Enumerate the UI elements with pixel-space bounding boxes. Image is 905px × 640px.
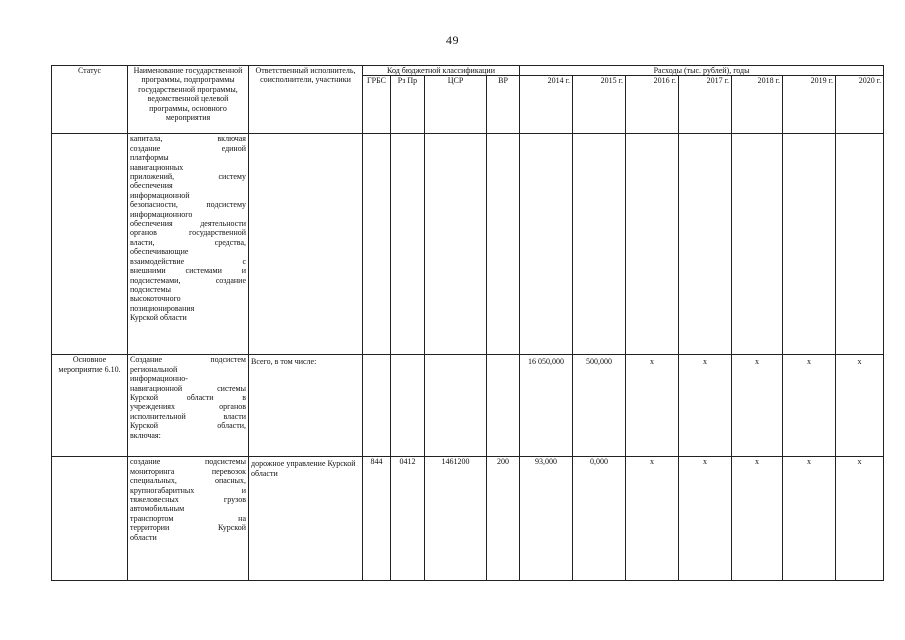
row-value-2018 — [732, 134, 783, 355]
row-value-2016 — [626, 134, 679, 355]
page-number: 49 — [446, 33, 459, 47]
row-value-2020: x — [836, 457, 884, 581]
header-name: Наименование государственной программы, подпрограммы государственной программы, ведомственной целевой программы, основного мероприятия — [128, 66, 249, 134]
row-name: Создание подсистем региональной информационно- навигационной системы Курской области в учреждениях органов исполнительной власти Курской области, включая: — [128, 355, 249, 457]
row-rzpr — [391, 355, 425, 457]
header-responsible: Ответственный исполнитель, соисполнители, участники — [249, 66, 363, 134]
header-status: Статус — [52, 66, 128, 134]
row-csr: 1461200 — [425, 457, 487, 581]
row-vr: 200 — [487, 457, 520, 581]
row-value-2015 — [573, 134, 626, 355]
row-value-2015: 0,000 — [573, 457, 626, 581]
row-value-2020 — [836, 134, 884, 355]
row-value-2018: x — [732, 355, 783, 457]
row-responsible: дорожное управление Курской области — [249, 457, 363, 581]
row-name: капитала, включая создание единой платформы навигационных приложений, систему обеспечения информационной безопасности, подсистему информационного обеспечения деятельности органов государственной власти, средства, обеспечивающие взаимодействие с внешними системами и подсистемами, создание подсистемы высокоточного позиционирования Курской области — [128, 134, 249, 355]
header-grbs: ГРБС — [363, 76, 391, 134]
row-value-2019: x — [783, 355, 836, 457]
header-csr: ЦСР — [425, 76, 487, 134]
header-year-2019: 2019 г. — [783, 76, 836, 134]
table-row — [52, 355, 884, 457]
header-year-2018: 2018 г. — [732, 76, 783, 134]
row-value-2017: x — [679, 457, 732, 581]
row-responsible: Всего, в том числе: — [249, 355, 363, 457]
row-value-2014 — [520, 134, 573, 355]
header-year-2016: 2016 г. — [626, 76, 679, 134]
header-expenses-group: Расходы (тыс. рублей), годы — [520, 66, 884, 76]
header-year-2017: 2017 г. — [679, 76, 732, 134]
row-value-2015: 500,000 — [573, 355, 626, 457]
row-name: создание подсистемы мониторинга перевозок специальных, опасных, крупногабаритных и тяжеловесных грузов автомобильным транспортом на территории Курской области — [128, 457, 249, 581]
row-grbs — [363, 355, 391, 457]
row-vr — [487, 355, 520, 457]
row-value-2017 — [679, 134, 732, 355]
row-csr — [425, 355, 487, 457]
header-vr: ВР — [487, 76, 520, 134]
row-value-2016: x — [626, 457, 679, 581]
row-value-2014: 93,000 — [520, 457, 573, 581]
header-budget-code-group: Код бюджетной классификации — [363, 66, 520, 76]
row-status — [52, 134, 128, 355]
row-value-2019: x — [783, 457, 836, 581]
row-rzpr: 0412 — [391, 457, 425, 581]
row-value-2018: x — [732, 457, 783, 581]
row-status: Основное мероприятие 6.10. — [52, 355, 128, 457]
row-csr — [425, 134, 487, 355]
row-value-2019 — [783, 134, 836, 355]
table-row — [52, 457, 884, 581]
header-year-2020: 2020 г. — [836, 76, 884, 134]
row-value-2016: x — [626, 355, 679, 457]
row-value-2017: x — [679, 355, 732, 457]
row-rzpr — [391, 134, 425, 355]
header-rzpr: Рз Пр — [391, 76, 425, 134]
row-grbs: 844 — [363, 457, 391, 581]
header-year-2014: 2014 г. — [520, 76, 573, 134]
budget-table — [51, 65, 884, 581]
row-responsible — [249, 134, 363, 355]
row-vr — [487, 134, 520, 355]
row-value-2020: x — [836, 355, 884, 457]
table-row — [52, 134, 884, 355]
row-grbs — [363, 134, 391, 355]
header-year-2015: 2015 г. — [573, 76, 626, 134]
row-value-2014: 16 050,000 — [520, 355, 573, 457]
row-status — [52, 457, 128, 581]
